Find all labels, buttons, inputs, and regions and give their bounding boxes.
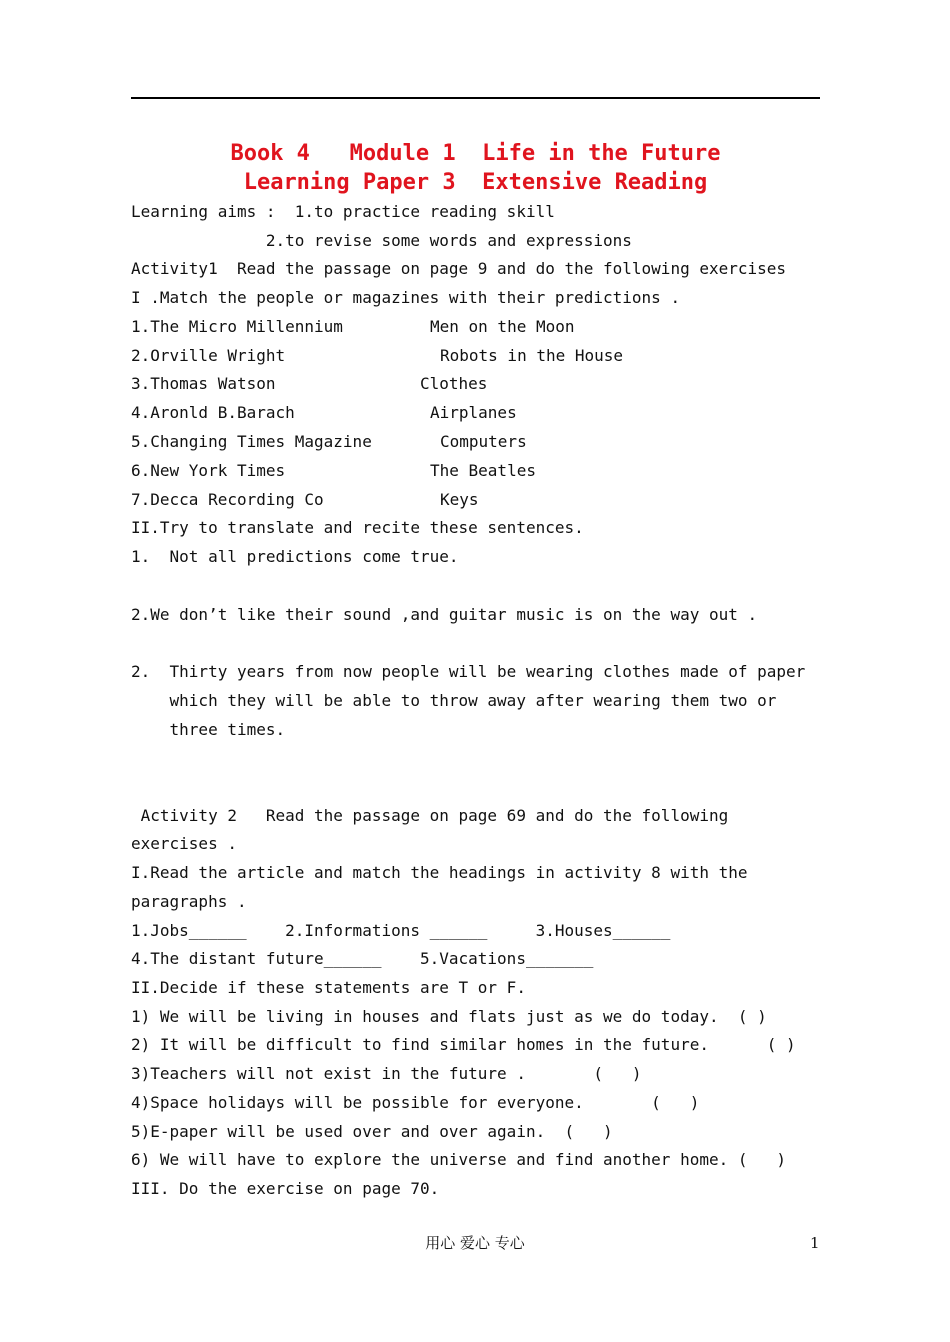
- activity2-part3: III. Do the exercise on page 70.: [131, 1179, 440, 1198]
- match-right-2: Robots in the House: [440, 346, 624, 365]
- match-left-2: 2.Orville Wright: [131, 346, 286, 365]
- match-left-5: 5.Changing Times Magazine: [131, 432, 372, 451]
- match-right-5: Computers: [440, 432, 527, 451]
- activity2-part2-heading: II.Decide if these statements are T or F.: [131, 978, 526, 997]
- match-right-7: Keys: [440, 490, 479, 509]
- headings-blanks-line-2: 4.The distant future______ 5.Vacations_______: [131, 949, 594, 968]
- page-number: 1: [810, 1234, 820, 1252]
- title-line-2: Learning Paper 3 Extensive Reading: [243, 170, 708, 195]
- match-left-7: 7.Decca Recording Co: [131, 490, 324, 509]
- activity1-part1-heading: I .Match the people or magazines with their predictions .: [131, 288, 681, 307]
- match-left-1: 1.The Micro Millennium: [131, 317, 343, 336]
- match-left-3: 3.Thomas Watson: [131, 374, 276, 393]
- statement-6: 6) We will have to explore the universe and find another home. ( ): [131, 1150, 787, 1169]
- match-left-6: 6.New York Times: [131, 461, 286, 480]
- activity2-heading-line-2: exercises .: [131, 834, 237, 853]
- translate-sentence-3-line-3: three times.: [131, 720, 286, 739]
- aims-line-2: 2.to revise some words and expressions: [131, 231, 632, 250]
- activity1-part2-heading: II.Try to translate and recite these sentences.: [131, 518, 584, 537]
- match-right-6: The Beatles: [430, 461, 536, 480]
- activity2-part1-line-1: I.Read the article and match the headings in activity 8 with the: [131, 863, 748, 882]
- footer-text: 用心 爱心 专心: [425, 1234, 525, 1252]
- statement-1: 1) We will be living in houses and flats just as we do today. ( ): [131, 1007, 767, 1026]
- statement-2: 2) It will be difficult to find similar homes in the future. ( ): [131, 1035, 796, 1054]
- statement-3: 3)Teachers will not exist in the future . ( ): [131, 1064, 642, 1083]
- statement-4: 4)Space holidays will be possible for everyone. ( ): [131, 1093, 700, 1112]
- translate-sentence-2: 2.We don’t like their sound ,and guitar music is on the way out .: [131, 605, 758, 624]
- match-right-1: Men on the Moon: [430, 317, 575, 336]
- aims-line-1: Learning aims : 1.to practice reading skill: [131, 202, 555, 221]
- translate-sentence-3-line-1: 2. Thirty years from now people will be wearing clothes made of paper: [131, 662, 806, 681]
- translate-sentence-1: 1. Not all predictions come true.: [131, 547, 459, 566]
- activity1-heading: Activity1 Read the passage on page 9 and do the following exercises: [131, 259, 787, 278]
- match-right-4: Airplanes: [430, 403, 517, 422]
- header-rule: [131, 97, 820, 99]
- headings-blanks-line-1: 1.Jobs______ 2.Informations ______ 3.Houses______: [131, 921, 671, 940]
- title-line-1: Book 4 Module 1 Life in the Future: [230, 141, 721, 166]
- translate-sentence-3-line-2: which they will be able to throw away after wearing them two or: [131, 691, 777, 710]
- statement-5: 5)E-paper will be used over and over again. ( ): [131, 1122, 613, 1141]
- activity2-part1-line-2: paragraphs .: [131, 892, 247, 911]
- activity2-heading-line-1: Activity 2 Read the passage on page 69 and do the following: [131, 806, 729, 825]
- match-left-4: 4.Aronld B.Barach: [131, 403, 295, 422]
- match-right-3: Clothes: [420, 374, 488, 393]
